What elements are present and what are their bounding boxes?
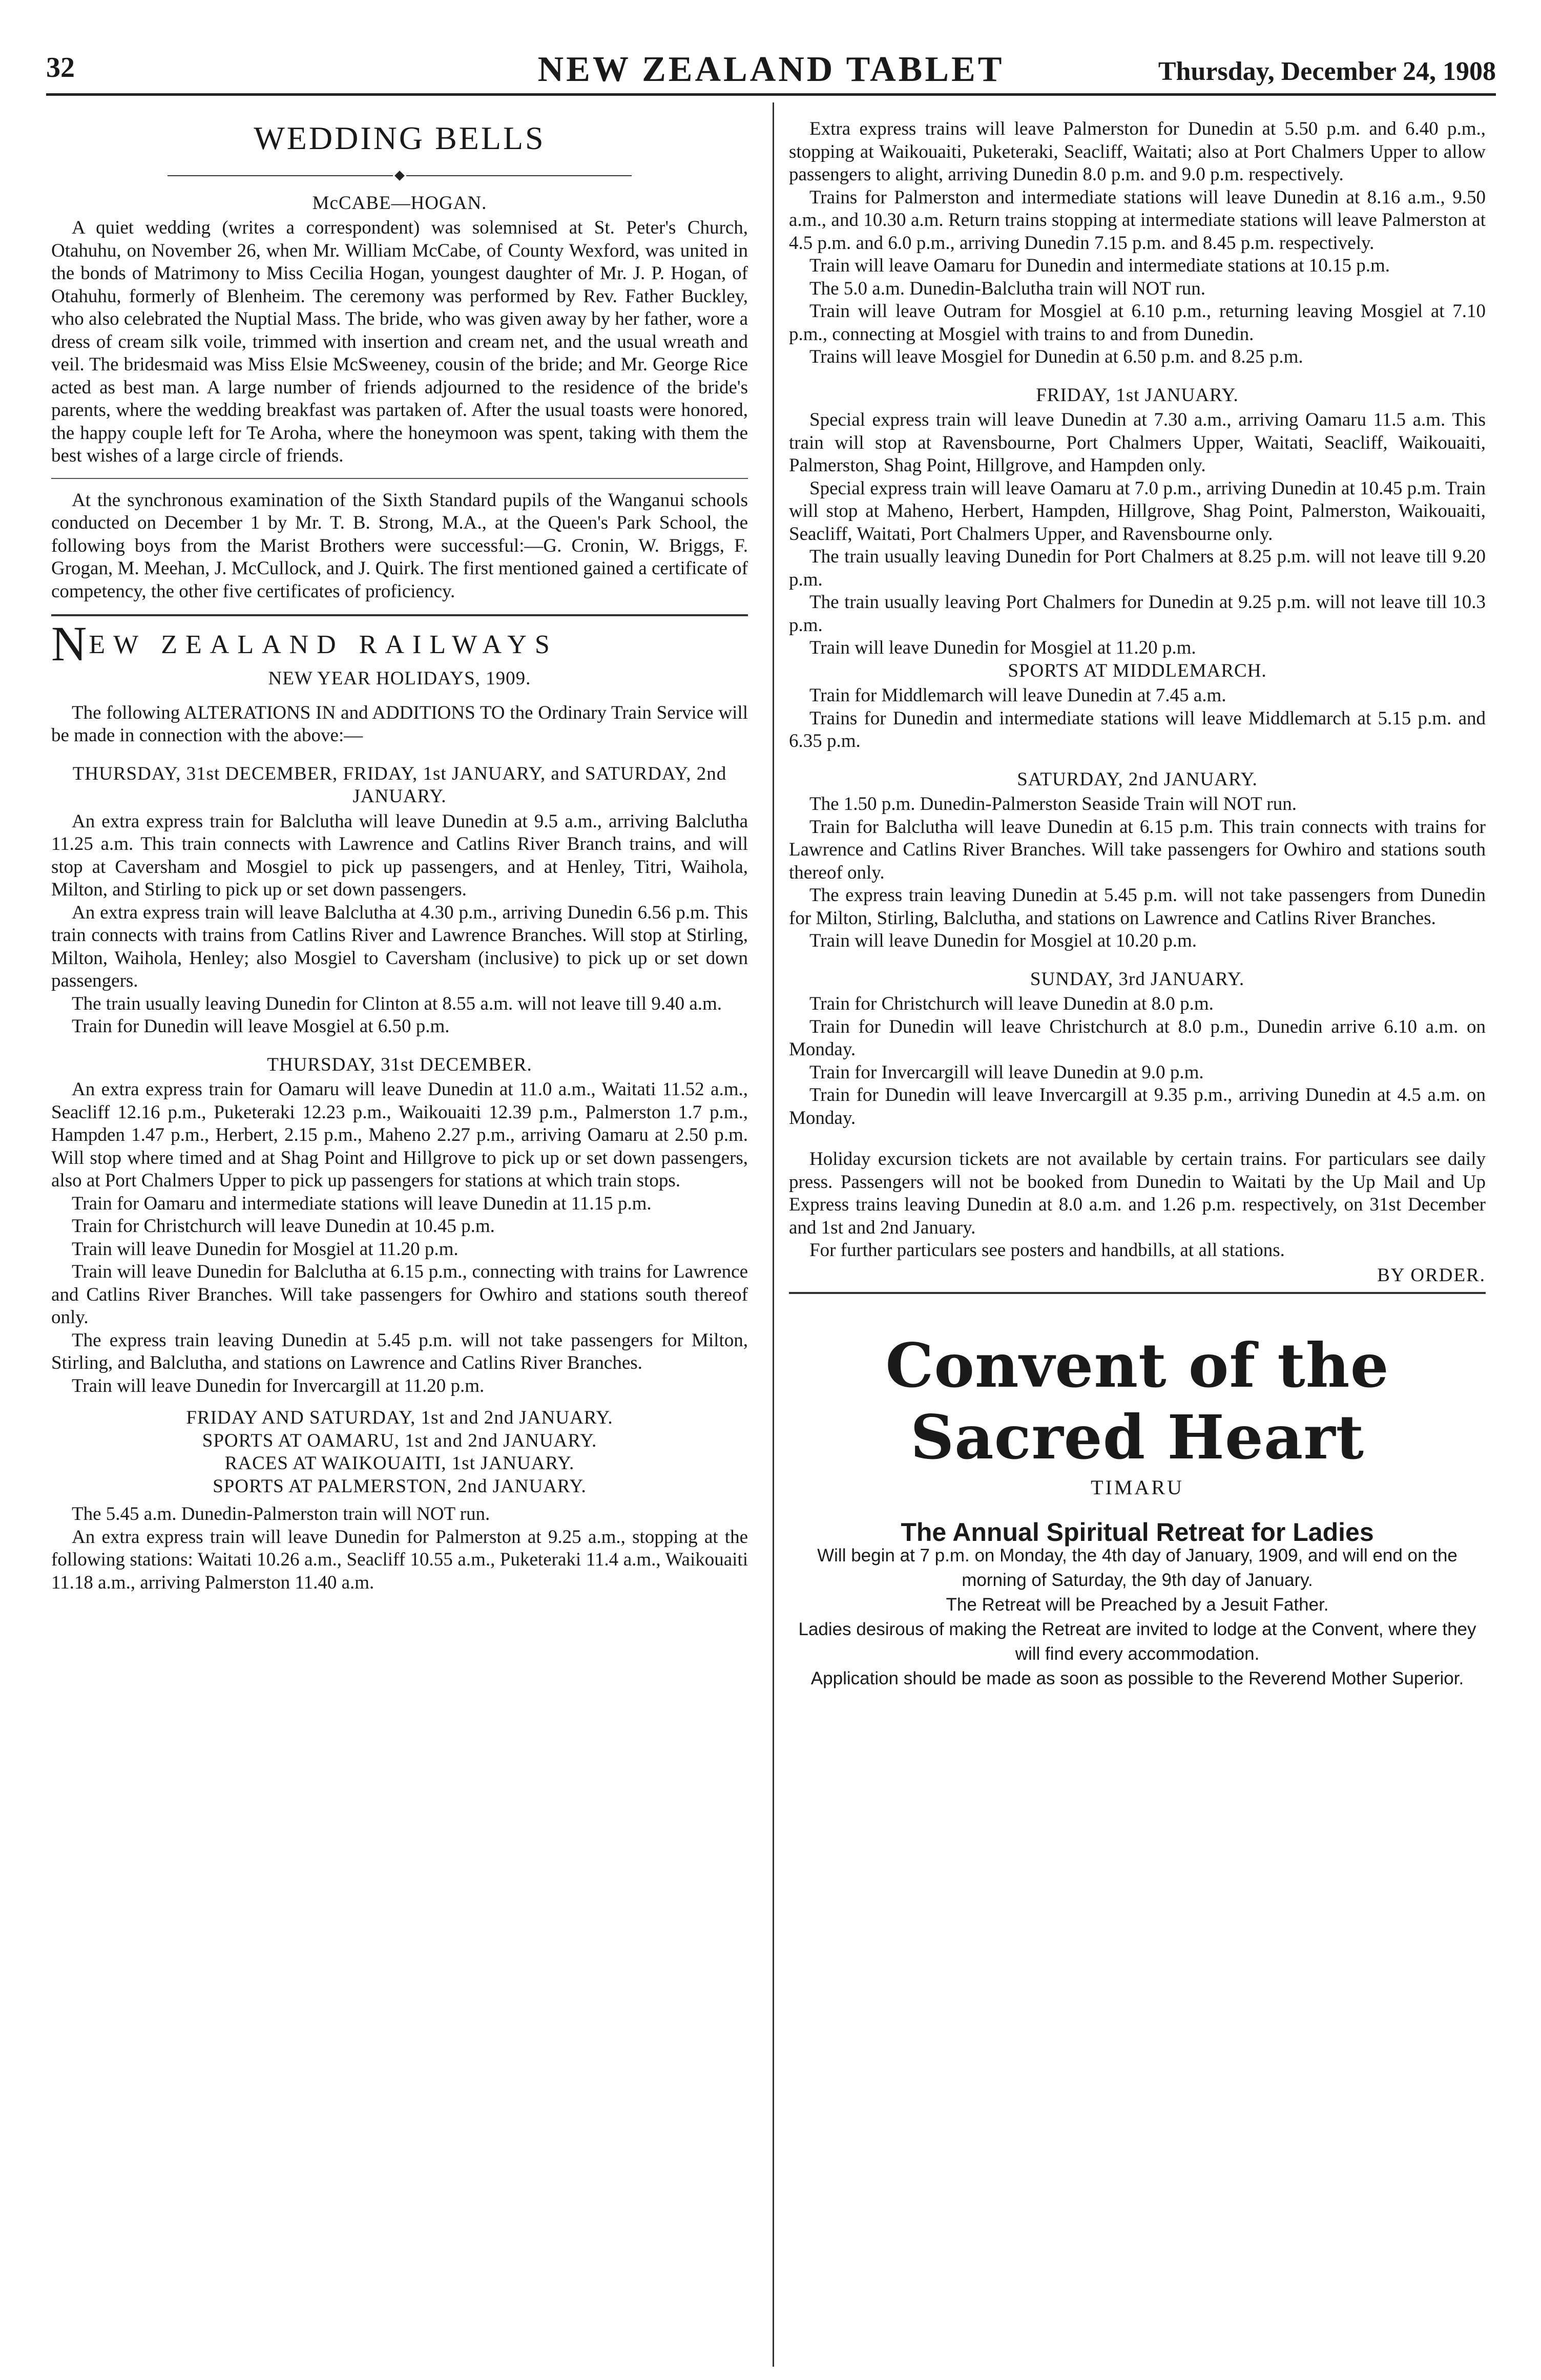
timetable-paragraph: The 1.50 p.m. Dunedin-Palmerston Seaside Train will NOT run. <box>809 794 1297 815</box>
retreat-details <box>789 1543 1486 1691</box>
timetable-paragraph: Train for Dunedin will leave Christchurch at 8.0 p.m., Dunedin arrive 6.10 a.m. on Monday. <box>789 1016 1486 1060</box>
timetable-paragraph: Trains for Dunedin and intermediate stations will leave Middlemarch at 5.15 p.m. and 6.35 p.m. <box>789 707 1486 751</box>
timetable-paragraph: An extra express train for Oamaru will leave Dunedin at 11.0 a.m., Waitati 11.52 a.m., Seacliff 12.16 p.m., Puketeraki 12.23 p.m., Waikouaiti 12.39 p.m., Palmerston 1.7 p.m., Hampden 1.47 p.m., Herbert, 2.15 p.m., Maheno 2.27 p.m., arriving Oamaru at 2.50 p.m. Will stop where timed and at Shag Point and Hillgrove to pick up or set down passengers, also at Port Chalmers Upper to pick up passengers for stations at which train stops. <box>51 1079 748 1191</box>
section-title: FRIDAY, 1st JANUARY. <box>1036 384 1239 406</box>
timetable-paragraph: Train will leave Dunedin for Mosgiel at 10.20 p.m. <box>809 930 1197 951</box>
masthead <box>46 0 1496 92</box>
timetable-paragraph: Train will leave Dunedin for Mosgiel at 11.20 p.m. <box>72 1238 459 1260</box>
timetable-paragraph: The express train leaving Dunedin at 5.45 p.m. will not take passengers for Milton, Stirling, and Balclutha, and stations on Lawrence and Catlins River Branches. <box>51 1329 748 1373</box>
section-title-line: SPORTS AT OAMARU, 1st and 2nd JANUARY. <box>202 1430 597 1451</box>
retreat-line: Application should be made as soon as possible to the Reverend Mother Superior. <box>810 1668 1464 1688</box>
section-divider <box>51 614 748 616</box>
section-title-line: RACES AT WAIKOUAITI, 1st JANUARY. <box>224 1453 575 1474</box>
retreat-title: The Annual Spiritual Retreat for Ladies <box>901 1517 1374 1547</box>
newspaper-title: NEW ZEALAND TABLET <box>537 50 1005 89</box>
timetable-paragraph: Train for Dunedin will leave Invercargill at 9.35 p.m., arriving Dunedin at 4.5 a.m. on Monday. <box>789 1084 1486 1129</box>
timetable-paragraph: Train for Christchurch will leave Dunedin at 10.45 p.m. <box>72 1216 495 1237</box>
railways-subheading: NEW YEAR HOLIDAYS, 1909. <box>268 668 531 689</box>
closing-paragraph: Holiday excursion tickets are not available by certain trains. For particulars see daily press. Passengers will not be booked from Dunedin to Waitati by the Up Mail and Up Express trains leaving Dunedin at 8.0 a.m. and 1.26 p.m. respectively, on 31st December and 1st and 2nd January. <box>789 1149 1486 1238</box>
convent-title: Convent of the Sacred Heart <box>885 1330 1389 1473</box>
retreat-line: Ladies desirous of making the Retreat are invited to lodge at the Convent, where they will find every accommodation. <box>798 1619 1476 1664</box>
timetable-paragraph: Train will leave Dunedin for Invercargill at 11.20 p.m. <box>72 1375 485 1396</box>
timetable-paragraph: Special express train will leave Oamaru at 7.0 p.m., arriving Dunedin at 10.45 p.m. Train will stop at Maheno, Herbert, Hampden, Hillgrove, Shag Point, Palmerston, Waikouaiti, Seacliff, Waitati, Port Chalmers Upper, and Ravensbourne only. <box>789 477 1486 545</box>
retreat-line: Will begin at 7 p.m. on Monday, the 4th day of January, 1909, and will end on the morning of Saturday, the 9th day of January. <box>817 1546 1457 1590</box>
railways-initial: N <box>51 616 89 671</box>
timetable-paragraph: Train for Christchurch will leave Dunedin at 8.0 p.m. <box>809 993 1214 1014</box>
timetable-paragraph: Train for Dunedin will leave Mosgiel at 6.50 p.m. <box>72 1016 450 1037</box>
masthead-rule <box>46 93 1496 96</box>
railways-heading <box>51 616 748 671</box>
closing-paragraph: For further particulars see posters and handbills, at all stations. <box>809 1240 1285 1261</box>
issue-date: Thursday, December 24, 1908 <box>1158 57 1496 86</box>
timetable-paragraph: Train for Middlemarch will leave Dunedin at 7.45 a.m. <box>809 685 1226 706</box>
section-title: THURSDAY, 31st DECEMBER, FRIDAY, 1st JANUARY, and SATURDAY, 2nd JANUARY. <box>72 763 727 807</box>
timetable-paragraph: The train usually leaving Dunedin for Port Chalmers at 8.25 p.m. will not leave till 9.20 p.m. <box>789 546 1486 590</box>
timetable-paragraph: Extra express trains will leave Palmerston for Dunedin at 5.50 p.m. and 6.40 p.m., stopping at Waikouaiti, Puketeraki, Seacliff, Waitati; also at Port Chalmers Upper to allow passengers to alight, arriving Dunedin 8.0 p.m. and 9.0 p.m. respectively. <box>789 118 1486 185</box>
timetable-paragraph: The 5.45 a.m. Dunedin-Palmerston train will NOT run. <box>72 1504 490 1525</box>
timetable-paragraph: Special express train will leave Dunedin at 7.30 a.m., arriving Oamaru 11.5 a.m. This train will stop at Ravensbourne, Port Chalmers Upper, Waitati, Seacliff, Waikouaiti, Palmerston, Shag Point, Hillgrove, and Hampden only. <box>789 409 1486 476</box>
column-divider <box>773 102 774 2367</box>
timetable-paragraph: Trains for Palmerston and intermediate stations will leave Dunedin at 8.16 a.m., 9.50 a.m., and 10.30 a.m. Return trains stopping at intermediate stations will leave Palmerston at 4.5 p.m. and 6.0 p.m., arriving Dunedin 7.15 p.m. and 8.45 p.m. respectively. <box>789 186 1486 254</box>
section-divider <box>789 1292 1486 1294</box>
timetable-paragraph: Train for Balclutha will leave Dunedin at 6.15 p.m. This train connects with trains for Lawrence and Catlins River Branches. Will take passengers for Owhiro and stations south thereof only. <box>789 816 1486 883</box>
timetable-paragraph: The train usually leaving Port Chalmers for Dunedin at 9.25 p.m. will not leave till 10.3 p.m. <box>789 592 1486 636</box>
section-title-line: SPORTS AT PALMERSTON, 2nd JANUARY. <box>213 1475 587 1497</box>
timetable-paragraph: An extra express train will leave Dunedin for Palmerston at 9.25 a.m., stopping at the following stations: Waitati 10.26 a.m., Seacliff 10.55 a.m., Puketeraki 11.4 a.m., Waikouaiti 11.18 a.m., arriving Palmerston 11.40 a.m. <box>51 1526 748 1593</box>
timetable-paragraph: Trains will leave Mosgiel for Dunedin at 6.50 p.m. and 8.25 p.m. <box>809 346 1303 367</box>
section-title: SATURDAY, 2nd JANUARY. <box>1017 768 1258 790</box>
wedding-subheading: McCABE—HOGAN. <box>312 192 487 214</box>
section-title: SPORTS AT MIDDLEMARCH. <box>1008 660 1267 681</box>
timetable-paragraph: Train for Oamaru and intermediate stations will leave Dunedin at 11.15 p.m. <box>72 1193 652 1214</box>
page-number: 32 <box>46 52 75 83</box>
left-column <box>51 118 748 1594</box>
timetable-paragraph: An extra express train will leave Balclutha at 4.30 p.m., arriving Dunedin 6.56 p.m. This train connects with trains from Catlins River and Lawrence Branches. Will stop at Stirling, Milton, Waihola, Henley; also Mosgiel to Caversham (inclusive) to pick up or set down passengers. <box>51 902 748 991</box>
right-column <box>789 118 1486 1691</box>
timetable-paragraph: Train will leave Dunedin for Mosgiel at 11.20 p.m. <box>809 637 1196 658</box>
timetable-paragraph: An extra express train for Balclutha will leave Dunedin at 9.5 a.m., arriving Balclutha 11.25 a.m. This train connects with Lawrence and Catlins River Branch trains, and will stop at Caversham and Mosgiel to pick up passengers, and at Henley, Titri, Waihola, Milton, and Stirling to pick up or set down passengers. <box>51 810 748 900</box>
timetable-paragraph: Train will leave Outram for Mosgiel at 6.10 p.m., returning leaving Mosgiel at 7.10 p.m., connecting at Mosgiel with trains to and from Dunedin. <box>789 301 1486 345</box>
wedding-heading: WEDDING BELLS <box>254 120 546 156</box>
timetable-paragraph: The 5.0 a.m. Dunedin-Balclutha train will NOT run. <box>809 278 1206 299</box>
by-order-signoff: BY ORDER. <box>1377 1264 1486 1286</box>
retreat-line: The Retreat will be Preached by a Jesuit Father. <box>946 1595 1329 1615</box>
section-title-line: FRIDAY AND SATURDAY, 1st and 2nd JANUARY. <box>186 1407 613 1428</box>
section-divider <box>51 478 748 479</box>
timetable-paragraph: Train will leave Oamaru for Dunedin and intermediate stations at 10.15 p.m. <box>809 255 1390 276</box>
section-title: SUNDAY, 3rd JANUARY. <box>1030 968 1245 990</box>
timetable-paragraph: Train will leave Dunedin for Balclutha at 6.15 p.m., connecting with trains for Lawrence and Catlins River Branches. Will take passengers for Owhiro and stations south thereof only. <box>51 1261 748 1328</box>
convent-place: TIMARU <box>1091 1476 1184 1499</box>
railways-heading-rest: EW ZEALAND RAILWAYS <box>89 630 558 659</box>
wedding-paragraph: A quiet wedding (writes a correspondent) was solemnised at St. Peter's Church, Otahuhu, on November 26, when Mr. William McCabe, of County Wexford, was united in the bonds of Matrimony to Miss Cecilia Hogan, youngest daughter of Mr. J. P. Hogan, of Otahuhu, formerly of Blenheim. The ceremony was performed by Rev. Father Buckley, who also celebrated the Nuptial Mass. The bride, who was given away by her father, wore a dress of cream silk voile, trimmed with insertion and cream net, and the usual wreath and veil. The bridesmaid was Miss Elsie McSweeney, cousin of the bride; and Mr. George Rice acted as best man. A large number of friends adjourned to the residence of the bride's parents, where the wedding breakfast was partaken of. After the usual toasts were honored, the happy couple left for Te Aroha, where the honeymoon was spent, taking with them the best wishes of a large circle of friends. <box>51 217 748 466</box>
timetable-paragraph: Train for Invercargill will leave Dunedin at 9.0 p.m. <box>809 1061 1204 1083</box>
exam-paragraph: At the synchronous examination of the Sixth Standard pupils of the Wanganui schools conducted on December 1 by Mr. T. B. Strong, M.A., at the Queen's Park School, the following boys from the Marist Brothers were successful:—G. Cronin, W. Briggs, F. Grogan, M. Meehan, J. McCullock, and J. Quirk. The first mentioned gained a certificate of competency, the other five certificates of proficiency. <box>51 489 748 602</box>
railways-intro: The following ALTERATIONS IN and ADDITIONS TO the Ordinary Train Service will be made in connection with the above:— <box>51 702 748 746</box>
timetable-paragraph: The express train leaving Dunedin at 5.45 p.m. will not take passengers from Dunedin for Milton, Stirling, Balclutha, and stations on Lawrence and Catlins River Branches. <box>789 885 1486 929</box>
section-title: THURSDAY, 31st DECEMBER. <box>267 1054 532 1075</box>
ornament-divider <box>51 163 748 186</box>
timetable-paragraph: The train usually leaving Dunedin for Clinton at 8.55 a.m. will not leave till 9.40 a.m. <box>72 993 722 1014</box>
